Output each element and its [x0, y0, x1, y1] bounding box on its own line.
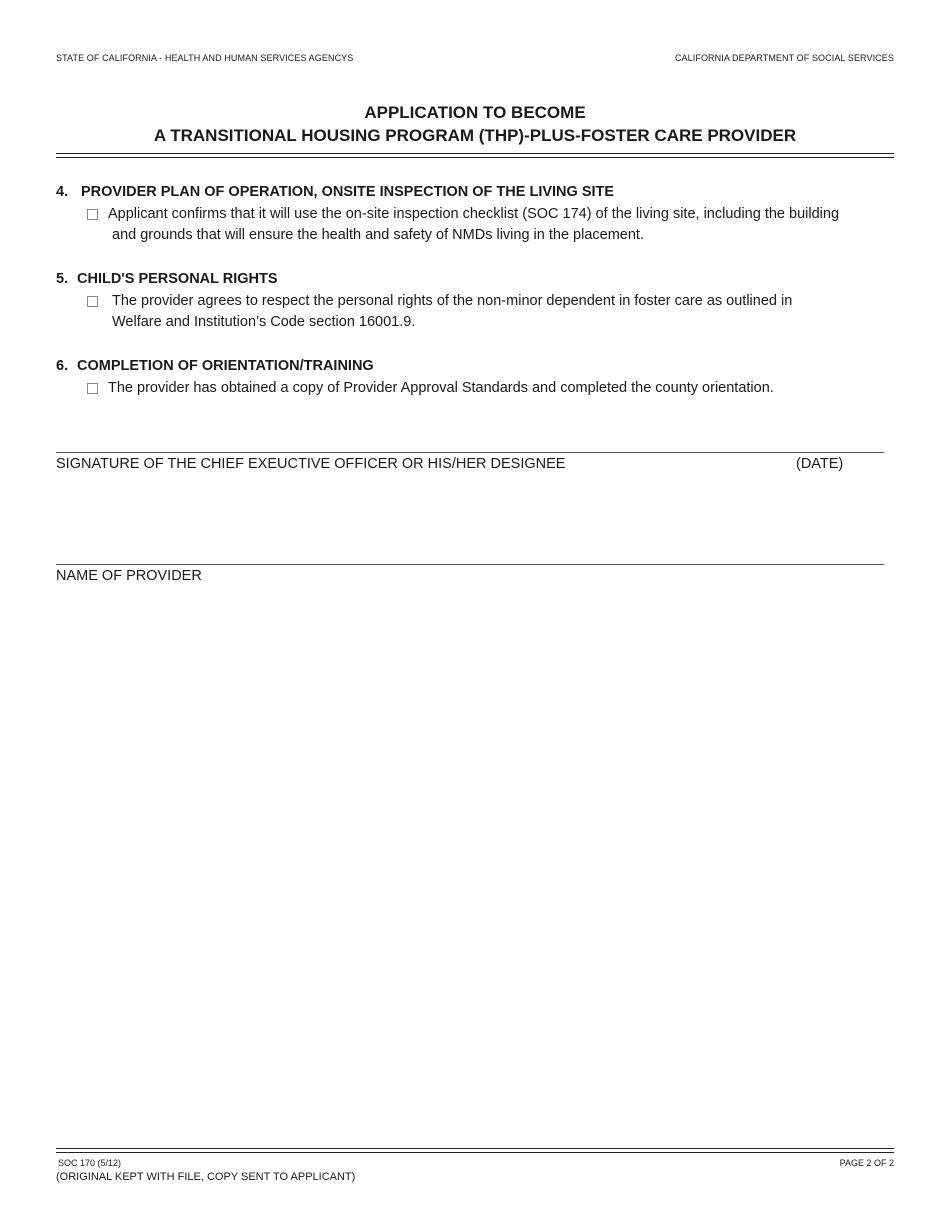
- confirmation-item: [56, 204, 896, 246]
- form-title-line2: A TRANSITIONAL HOUSING PROGRAM (THP)-PLUS-FOSTER CARE PROVIDER: [153, 126, 797, 145]
- date-label: (DATE): [796, 456, 844, 472]
- confirmation-item: [56, 291, 896, 333]
- item-text-cont: and grounds that will ensure the health and safety of NMDs living in the placement.: [112, 227, 644, 243]
- checkbox-personal-rights[interactable]: [87, 296, 98, 307]
- section-6-heading: [56, 356, 896, 376]
- checkbox-orientation[interactable]: [87, 383, 98, 394]
- provider-name-line[interactable]: [56, 564, 884, 565]
- item-text-cont: Welfare and Institution’s Code section 16001.9.: [112, 314, 416, 330]
- section-5-heading: [56, 269, 896, 289]
- section-5: [56, 269, 896, 333]
- section-4: [56, 182, 896, 246]
- form-title-line1: APPLICATION TO BECOME: [364, 103, 586, 122]
- signature-label: SIGNATURE OF THE CHIEF EXEUCTIVE OFFICER OR HIS/HER DESIGNEE: [56, 456, 566, 472]
- signature-line[interactable]: [56, 452, 884, 453]
- confirmation-item: [56, 378, 896, 399]
- section-number: 4.: [56, 184, 69, 200]
- item-text: Applicant confirms that it will use the on-site inspection checklist (SOC 174) of the living site, including the building: [108, 206, 840, 222]
- agency-header: STATE OF CALIFORNIA - HEALTH AND HUMAN SERVICES AGENCYS: [56, 53, 354, 63]
- section-6: [56, 356, 896, 399]
- section-4-heading: [56, 182, 896, 202]
- form-title: [0, 101, 950, 147]
- distribution-note: (ORIGINAL KEPT WITH FILE, COPY SENT TO APPLICANT): [56, 1171, 356, 1183]
- section-title: COMPLETION OF ORIENTATION/TRAINING: [77, 358, 374, 374]
- provider-name-label: NAME OF PROVIDER: [56, 568, 202, 584]
- footer-divider: [56, 1148, 894, 1153]
- page-number: PAGE 2 OF 2: [839, 1158, 894, 1168]
- form-id: SOC 170 (5/12): [58, 1158, 122, 1168]
- section-number: 6.: [56, 358, 69, 374]
- section-number: 5.: [56, 271, 69, 287]
- item-text: The provider agrees to respect the personal rights of the non-minor dependent in foster care as outlined in: [112, 293, 793, 309]
- header-divider: [56, 153, 894, 158]
- section-title: CHILD'S PERSONAL RIGHTS: [77, 271, 278, 287]
- department-header: CALIFORNIA DEPARTMENT OF SOCIAL SERVICES: [674, 53, 894, 63]
- item-text: The provider has obtained a copy of Provider Approval Standards and completed the county orientation.: [108, 380, 774, 396]
- checkbox-inspection[interactable]: [87, 209, 98, 220]
- section-title: PROVIDER PLAN OF OPERATION, ONSITE INSPECTION OF THE LIVING SITE: [81, 184, 615, 200]
